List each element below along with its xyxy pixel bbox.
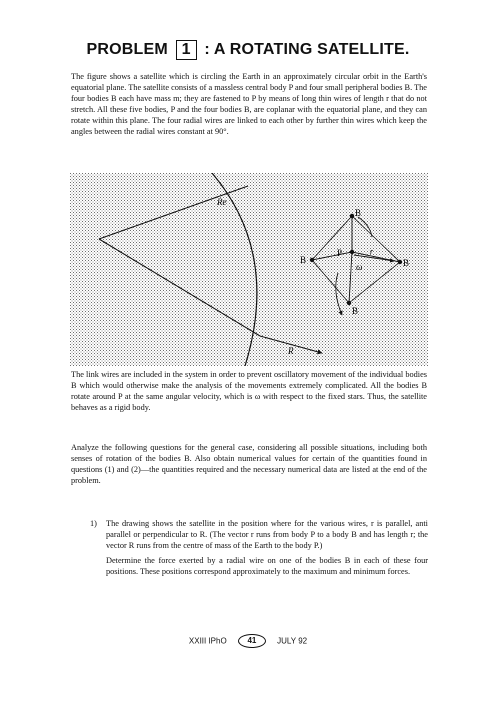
satellite-figure — [70, 173, 428, 366]
question-1-text-b: Determine the force exerted by a radial wire on one of the bodies B in each of these four positions. These positions correspond approximately to the maximum and minimum forces. — [106, 555, 428, 576]
label-r: r — [370, 247, 374, 256]
question-1 — [90, 519, 428, 578]
footer-left: XXIII IPhO — [188, 636, 227, 646]
label-b-bottom: B — [352, 306, 359, 316]
analyze-paragraph: Analyze the following questions for the general case, considering all possible situations, including both senses of rotation of the bodies B. Also obtain numerical values for certain of the quantities found in questions (1) and (2)—the quantities required and the necessary numerical data are listed at the end of the problem. — [71, 443, 427, 485]
figure-background — [70, 173, 428, 366]
label-re: Re — [217, 197, 227, 207]
label-b-left: B — [300, 255, 307, 265]
page-number: 41 — [238, 634, 266, 648]
label-big-r: R — [288, 346, 294, 356]
label-p: P — [337, 248, 343, 258]
page-title — [0, 40, 496, 60]
link-wires-paragraph: The link wires are included in the system in order to prevent oscillatory movement of the individual bodies B which would otherwise make the analysis of the movements extremely complicated. All the bodies B rotate around P at the same angular velocity, which is ω with respect to the fixed stars. Thus, the satellite behaves as a rigid body. — [71, 370, 427, 412]
problem-number-box: 1 — [176, 40, 197, 60]
label-b-top: B — [355, 208, 362, 218]
footer-right: JULY 92 — [277, 636, 308, 646]
body-b-bottom — [347, 301, 351, 305]
label-b-right: B — [403, 258, 410, 268]
body-b-right — [398, 260, 402, 264]
label-omega: ω — [356, 262, 363, 272]
page-footer — [0, 634, 496, 648]
question-number: 1) — [90, 519, 97, 528]
title-problem: PROBLEM — [86, 41, 168, 58]
central-body-p — [350, 250, 354, 254]
body-b-top — [350, 214, 354, 218]
question-1-text-a: The drawing shows the satellite in the position where for the various wires, r is parallel, anti parallel or perpendicular to R. (The vector r runs from body P to a body B and has length r; the vector R runs from the centre of mass of the Earth to the body P.) — [106, 519, 428, 550]
title-name: : A ROTATING SATELLITE. — [204, 41, 410, 58]
intro-paragraph: The figure shows a satellite which is circling the Earth in an approximately circular orbit in the Earth's equatorial plane. The satellite consists of a massless central body P and four small peripheral bodies B. The four bodies B each have mass m; they are fastened to P by means of long thin wires of length r that do not stretch. All these five bodies, P and the four bodies B, are coplanar with the equatorial plane, and they can rotate within this plane. The four radial wires are linked to each other by further thin wires which keep the angles between the radial wires constant at 90°. — [71, 72, 427, 136]
body-b-left — [310, 258, 314, 262]
